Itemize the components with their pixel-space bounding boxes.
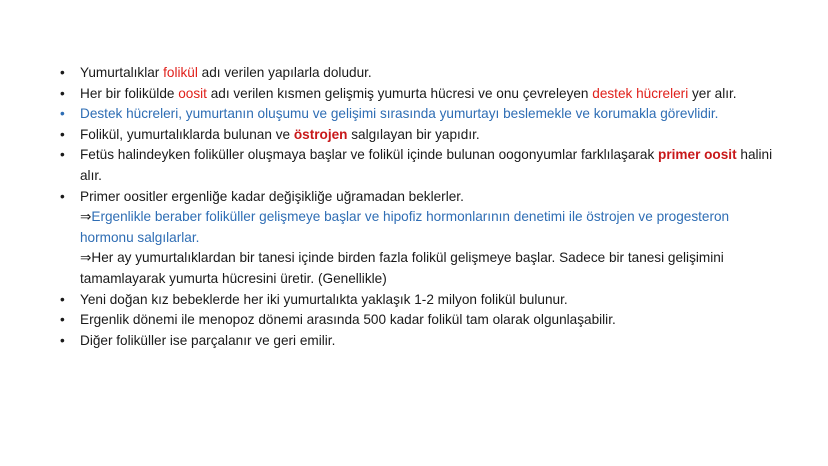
bullet-icon: • [60, 65, 65, 80]
item-text: Fetüs halindeyken foliküller oluşmaya başlar ve folikül içinde bulunan oogonyumlar farklılaşarak [80, 147, 659, 163]
list-item [58, 310, 778, 331]
list-item [58, 290, 778, 311]
list-item [58, 84, 778, 105]
item-text: salgılayan bir yapıdır. [347, 126, 480, 142]
term-destek-hucreleri: destek hücreleri [592, 85, 689, 101]
list-item [58, 187, 778, 290]
item-text: Yeni doğan kız bebeklerde her iki yumurtalıkta yaklaşık 1-2 milyon folikül bulunur. [80, 291, 568, 307]
bullet-icon: • [60, 332, 65, 348]
item-text: halini alır. [80, 147, 773, 183]
item-text: yer alır. [688, 85, 737, 101]
bullet-icon: • [60, 291, 65, 307]
bullet-list [58, 63, 778, 351]
item-text: Ergenlik dönemi ile menopoz dönemi arasında 500 kadar folikül tam olarak olgunlaşabilir. [80, 312, 616, 328]
term-oosit: oosit [178, 85, 207, 101]
item-text: Primer oositler ergenliğe kadar değişikliğe uğramadan beklerler. [80, 188, 464, 204]
term-folikul: folikül [163, 65, 198, 80]
item-text-highlight: Destek hücreleri, yumurtanın oluşumu ve gelişimi sırasında yumurtayı beslemekle ve korumakla görevlidir. [80, 106, 719, 122]
sub-text-highlight: Ergenlikle beraber foliküller gelişmeye başlar ve hipofiz hormonlarının denetimi ile östrojen ve progesteron hormonu salgılarlar. [80, 209, 730, 245]
item-text: adı verilen yapılarla doludur. [197, 65, 372, 80]
arrow-icon: ⇒ [80, 209, 92, 225]
term-primer-oosit: primer oosit [658, 147, 737, 163]
list-item [58, 63, 778, 84]
item-text: Diğer foliküller ise parçalanır ve geri emilir. [80, 332, 336, 348]
bullet-icon: • [60, 126, 65, 142]
arrow-icon: ⇒ [80, 250, 92, 266]
list-item [58, 331, 778, 352]
sub-text: Her ay yumurtalıklardan bir tanesi içinde birden fazla folikül gelişmeye başlar. Sadece bir tanesi gelişimini tamamlayarak yumurta hücresini üretir. (Genellikle) [80, 250, 724, 286]
slide-content [58, 63, 778, 351]
sub-point [80, 248, 778, 289]
item-text: adı verilen kısmen gelişmiş yumurta hücresi ve onu çevreleyen [206, 85, 593, 101]
term-ostrojen: östrojen [293, 126, 348, 142]
item-text: Her bir folikülde [80, 85, 179, 101]
list-item [58, 104, 778, 125]
bullet-icon: • [60, 312, 65, 328]
list-item [58, 125, 778, 146]
sub-point [80, 207, 778, 248]
bullet-icon: • [60, 188, 65, 204]
item-text: Yumurtalıklar [80, 65, 164, 80]
item-text: Folikül, yumurtalıklarda bulunan ve [80, 126, 294, 142]
bullet-icon: • [60, 147, 65, 163]
list-item [58, 145, 778, 186]
bullet-icon: • [60, 106, 65, 122]
bullet-icon: • [60, 85, 65, 101]
